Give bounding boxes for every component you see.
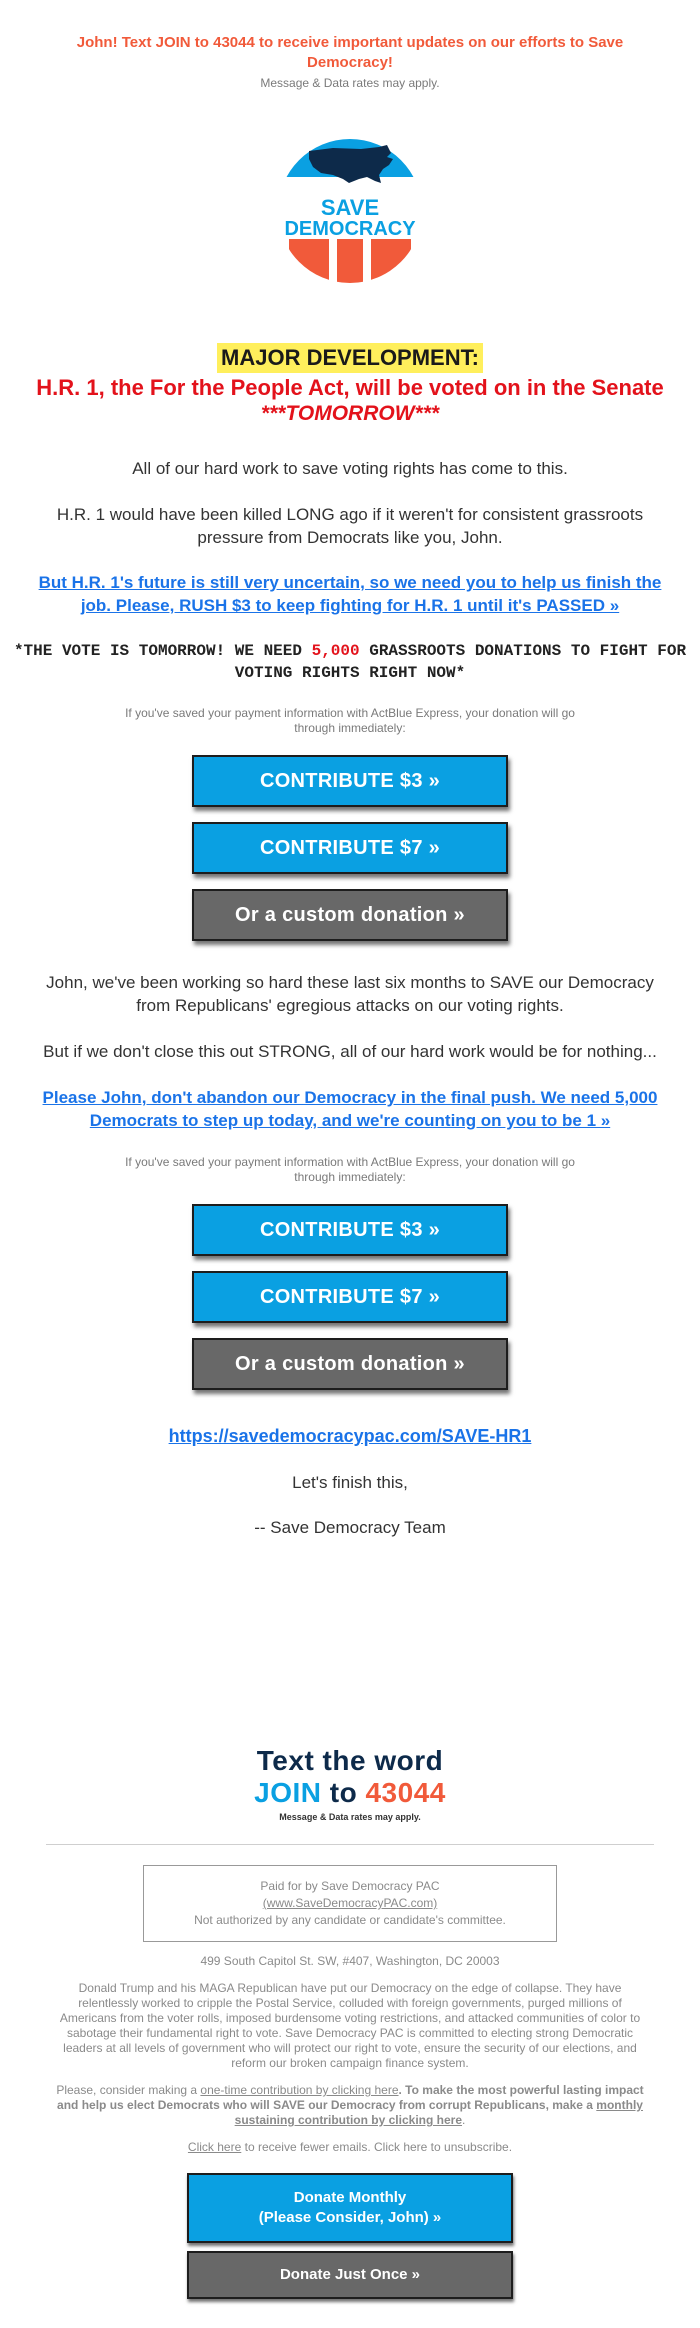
major-development-label: MAJOR DEVELOPMENT: xyxy=(217,343,483,373)
paid-for-box xyxy=(143,1865,557,1942)
consider-text-c: . xyxy=(462,2113,466,2127)
signature: -- Save Democracy Team xyxy=(254,1518,446,1537)
footer-fewer-emails xyxy=(55,2140,645,2155)
rush-donation-link[interactable]: But H.R. 1's future is still very uncertain, so we need you to help us finish the job. Please, RUSH $3 to keep fighting for H.R. 1 until it's PASSED » xyxy=(38,573,662,615)
banner-donation-count: 5,000 xyxy=(311,642,360,660)
consider-text-a: Please, consider making a xyxy=(56,2083,201,2097)
custom-donation-button[interactable]: Or a custom donation » xyxy=(192,889,508,941)
consider-text-b: . To make the most powerful lasting impact and help us elect Democrats who will SAVE our Democracy from corrupt Republicans, make a xyxy=(57,2083,644,2112)
one-time-contribution-link[interactable]: one-time contribution by clicking here xyxy=(200,2083,399,2097)
actblue-note: If you've saved your payment information with ActBlue Express, your donation will go through immediately: xyxy=(125,706,575,735)
contribute-7-button-2[interactable]: CONTRIBUTE $7 » xyxy=(192,1271,508,1323)
sms-header xyxy=(0,0,700,90)
sms-header-cta[interactable]: John! Text JOIN to 43044 to receive important updates on our efforts to Save Democracy! xyxy=(76,34,624,71)
to-word: to xyxy=(321,1777,366,1808)
dont-abandon-link[interactable]: Please John, don't abandon our Democracy in the final push. We need 5,000 Democrats to step up today, and we're counting on you to be 1 » xyxy=(42,1088,658,1130)
logo-text-democracy: DEMOCRACY xyxy=(284,218,416,240)
closing-line: Let's finish this, xyxy=(292,1473,408,1492)
contribute-7-button[interactable]: CONTRIBUTE $7 » xyxy=(192,822,508,874)
headline-hr1: H.R. 1, the For the People Act, will be voted on in the Senate xyxy=(36,375,664,400)
contribute-3-button-2[interactable]: CONTRIBUTE $3 » xyxy=(192,1204,508,1256)
body-paragraph-4: But if we don't close this out STRONG, all of our hard work would be for nothing... xyxy=(43,1042,657,1061)
donate-monthly-button[interactable] xyxy=(187,2173,513,2243)
footer-consider xyxy=(55,2083,645,2128)
donate-monthly-sublabel: (Please Consider, John) » xyxy=(258,2209,442,2226)
donate-once-button[interactable]: Donate Just Once » xyxy=(187,2251,513,2299)
pac-website-link[interactable]: (www.SaveDemocracyPAC.com) xyxy=(262,1896,438,1910)
paid-for-line: Paid for by Save Democracy PAC xyxy=(260,1879,440,1893)
headline xyxy=(0,343,700,427)
donate-monthly-label: Donate Monthly xyxy=(293,2189,407,2206)
logo-text-save: SAVE xyxy=(320,195,380,220)
actblue-note-2: If you've saved your payment information with ActBlue Express, your donation will go through immediately: xyxy=(125,1155,575,1184)
join-keyword: JOIN xyxy=(254,1777,322,1808)
not-authorized-line: Not authorized by any candidate or candidate's committee. xyxy=(194,1913,506,1927)
text-the-word-label: Text the word xyxy=(256,1745,444,1776)
custom-donation-button-2[interactable]: Or a custom donation » xyxy=(192,1338,508,1390)
fewer-emails-link[interactable]: Click here xyxy=(187,2140,242,2154)
monthly-contribution-link[interactable]: monthly sustaining contribution by clicking here xyxy=(234,2098,643,2127)
headline-tomorrow: ***TOMORROW*** xyxy=(260,402,440,425)
fewer-emails-text: to receive fewer emails. Click here to unsubscribe. xyxy=(241,2140,513,2154)
banner-text-b: GRASSROOTS DONATIONS TO FIGHT FOR VOTING RIGHTS RIGHT NOW* xyxy=(234,642,687,682)
logo-graphic xyxy=(275,131,425,291)
vote-tomorrow-banner xyxy=(10,640,690,684)
save-hr1-url-link[interactable]: https://savedemocracypac.com/SAVE-HR1 xyxy=(168,1426,532,1446)
contribute-3-button[interactable]: CONTRIBUTE $3 » xyxy=(192,755,508,807)
footer-address: 499 South Capitol St. SW, #407, Washington, DC 20003 xyxy=(200,1954,500,1968)
sms-number: 43044 xyxy=(365,1777,446,1808)
sms-header-rates: Message & Data rates may apply. xyxy=(260,76,440,90)
join-to-number xyxy=(0,1777,700,1809)
sms-footer-rates: Message & Data rates may apply. xyxy=(279,1812,421,1822)
body-paragraph-1: All of our hard work to save voting rights has come to this. xyxy=(132,459,568,478)
body-paragraph-3: John, we've been working so hard these last six months to SAVE our Democracy from Republicans' egregious attacks on our voting rights. xyxy=(46,973,654,1015)
footer-about: Donald Trump and his MAGA Republican have put our Democracy on the edge of collapse. They have relentlessly worked to cripple the Postal Service, colluded with foreign governments, purged millions of Americans from the voter rolls, imposed burdensome voting restrictions, and attacked communities of color to sabotage their fundamental right to vote. Save Democracy PAC is committed to electing strong Democratic leaders at all levels of government who will protect our right to vote, ensure the security of our elections, and reform our broken campaign finance system. xyxy=(59,1981,641,2070)
body-paragraph-2: H.R. 1 would have been killed LONG ago if it weren't for consistent grassroots pressure from Democrats like you, John. xyxy=(56,505,644,547)
save-democracy-logo xyxy=(275,131,425,291)
banner-text-a: *THE VOTE IS TOMORROW! WE NEED xyxy=(13,642,312,660)
sms-footer-block xyxy=(0,1745,700,1822)
